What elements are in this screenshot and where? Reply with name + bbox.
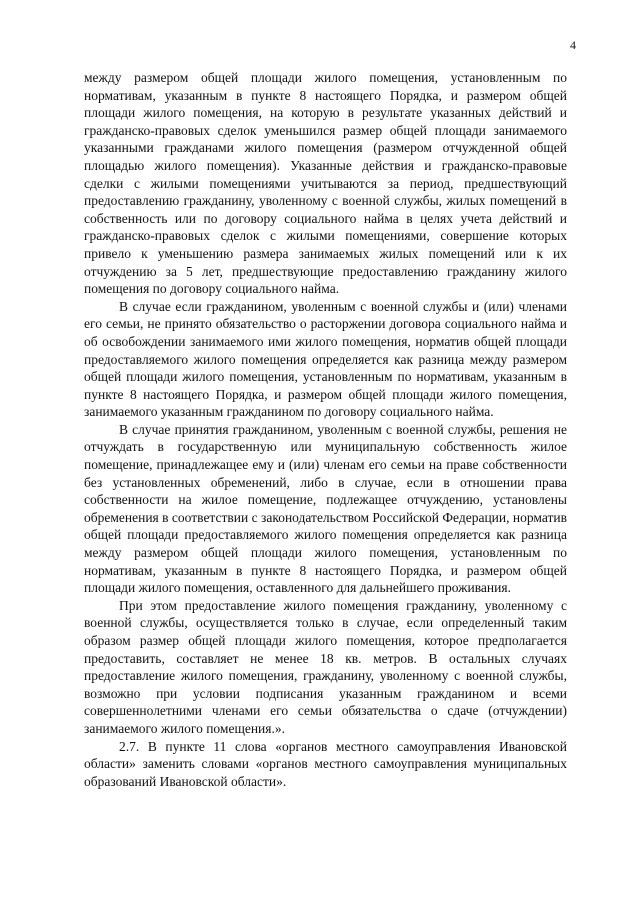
paragraph-minimum-area: При этом предоставление жилого помещения гражданину, уволенному с военной службы, осуществляется только в случае, если определенный таким образом размер общей площади жилого помещения, которое предполагается предоставить, составляет не менее 18 кв. метров. В остальных случаях предоставление жилого помещения, гражданину, уволенному с военной службы, возможно при условии подписания указанным гражданином и всеми совершеннолетними членами его семьи обязательства о сдаче (отчуждении) занимаемого жилого помещения.».: [84, 597, 567, 736]
page-number: 4: [570, 38, 576, 52]
document-body: [84, 69, 567, 790]
paragraph-contract-termination: В случае если гражданином, уволенным с военной службы и (или) членами его семьи, не принято обязательство о расторжении договора социального найма и об освобождении занимаемого ими жилого помещения, норматив общей площади предоставляемого жилого помещения определяется как разница между размером общей площади жилого помещения, установленным по нормативам, указанным в пункте 8 настоящего Порядка, и размером общей площади жилого помещения, занимаемого указанным гражданином по договору социального найма.: [84, 298, 567, 420]
paragraph-no-alienation: В случае принятия гражданином, уволенным с военной службы, решения не отчуждать в государственную или муниципальную собственность жилое помещение, принадлежащее ему и (или) членам его семьи на праве собственности без установленных обременений, либо в случае, если в отношении права собственности на жилое помещение, подлежащее отчуждению, установлены обременения в соответствии с законодательством Российской Федерации, норматив общей площади предоставляемого жилого помещения определяется как разница между размером общей площади жилого помещения, установленным по нормативам, указанным в пункте 8 настоящего Порядка, и размером общей площади жилого помещения, оставленного для дальнейшего проживания.: [84, 421, 567, 596]
paragraph-clause-2-7: 2.7. В пункте 11 слова «органов местного самоуправления Ивановской области» заменить словами «органов местного самоуправления муниципальных образований Ивановской области».: [84, 738, 567, 789]
paragraph-continuation: между размером общей площади жилого помещения, установленным по нормативам, указанным в пункте 8 настоящего Порядка, и размером общей площади жилого помещения, на которую в результате указанных действий и гражданско-правовых сделок уменьшился размер общей площади занимаемого указанными гражданами жилого помещения (размером отчужденной общей площадью жилого помещения). Указанные действия и гражданско-правовые сделки с жилыми помещениями учитываются за период, предшествующий предоставлению гражданину, уволенному с военной службы, жилых помещений в собственность или по договору социального найма в целях учета действий и гражданско-правовых сделок с жилыми помещениями, совершение которых привело к уменьшению размера занимаемых жилых помещений или к их отчуждению за 5 лет, предшествующие предоставлению гражданину жилого помещения по договору социального найма.: [84, 70, 567, 297]
